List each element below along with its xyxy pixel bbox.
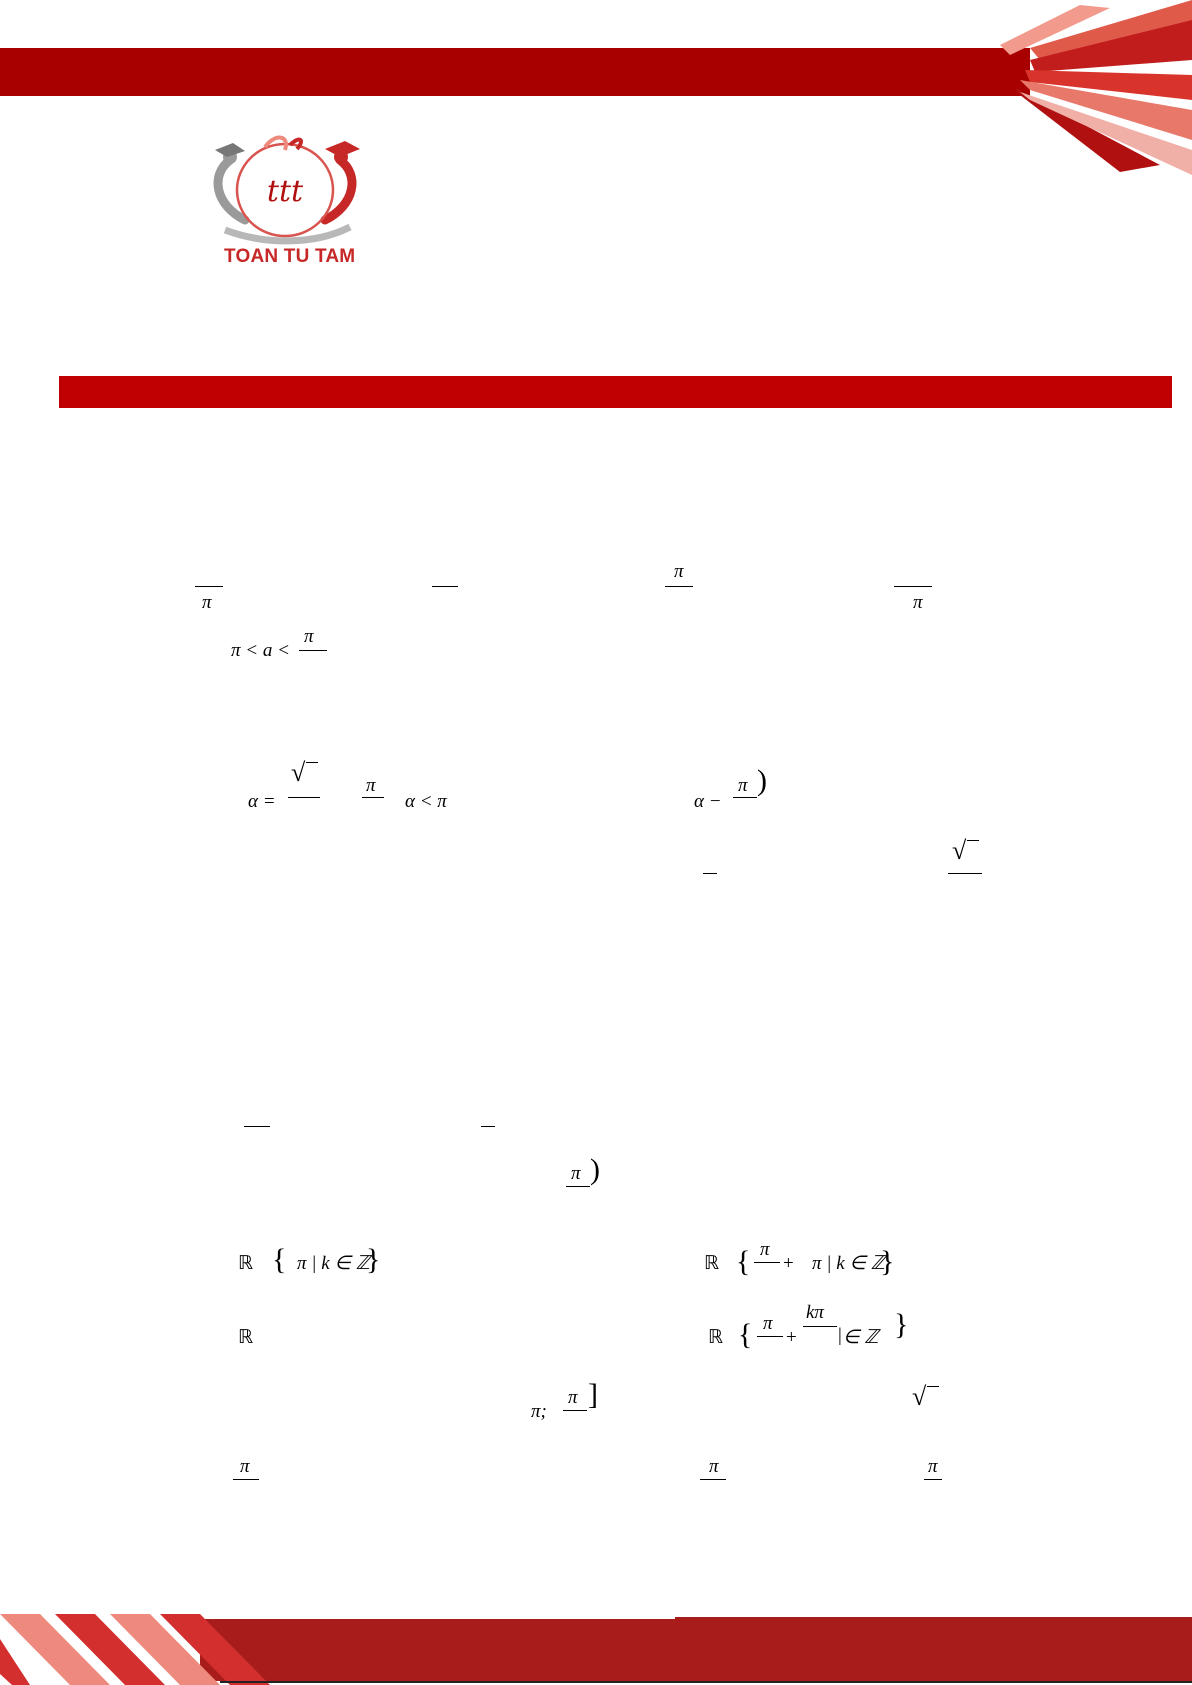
right-paren-b: ): [590, 1153, 600, 1186]
frac-line-t: [924, 1479, 942, 1480]
reals-a: ℝ: [238, 1253, 254, 1274]
pi-numerator-t: π: [928, 1456, 938, 1477]
pi-numerator-h: π: [738, 775, 748, 796]
reals-b: ℝ: [704, 1253, 720, 1274]
frac-line-a: [195, 586, 223, 587]
sqrt-bar-c: [927, 1386, 939, 1387]
frac-line-i: [703, 873, 717, 874]
sqrt-bar-b: [967, 840, 979, 841]
in-integers: ∈ ℤ: [843, 1327, 879, 1348]
sqrt-symbol-c: √: [912, 1382, 927, 1411]
frac-line-l: [481, 1126, 495, 1127]
reals-c: ℝ: [238, 1327, 254, 1348]
right-paren-a: ): [757, 764, 767, 797]
set-k-pi-b: π | k ∈ ℤ: [812, 1253, 885, 1274]
alpha-minus: α −: [694, 791, 722, 812]
bar-a: |: [838, 1325, 842, 1346]
pi-numerator-r: π: [240, 1456, 250, 1477]
frac-line-q: [563, 1410, 587, 1411]
right-brace-a: }: [366, 1243, 381, 1276]
logo-text: TOAN TU TAM: [224, 246, 356, 267]
pi-semicolon: π;: [531, 1401, 547, 1422]
pi-numerator-e: π: [304, 626, 314, 647]
pi-denominator-a: π: [202, 592, 212, 613]
frac-line-n: [754, 1262, 780, 1263]
k-pi-numerator: kπ: [806, 1302, 824, 1323]
pi-numerator-n: π: [760, 1239, 770, 1260]
frac-line-m: [566, 1186, 590, 1187]
left-brace-a: {: [272, 1243, 287, 1276]
pi-numerator-s: π: [709, 1456, 719, 1477]
frac-line-k: [244, 1126, 270, 1127]
frac-line-d: [894, 586, 932, 587]
logo-monogram: ttt: [266, 174, 304, 209]
frac-line-p: [803, 1326, 837, 1327]
plus-a: +: [783, 1253, 794, 1274]
plus-b: +: [786, 1327, 797, 1348]
footer-band: [0, 1614, 1192, 1685]
right-bracket: ]: [588, 1378, 598, 1411]
left-brace-b: {: [736, 1245, 751, 1278]
frac-line-o: [757, 1336, 783, 1337]
set-k-pi-a: π | k ∈ ℤ: [297, 1253, 370, 1274]
pi-numerator-q: π: [568, 1387, 578, 1408]
section-title-bar: [59, 376, 1172, 408]
pi-numerator-o: π: [763, 1313, 773, 1334]
pi-denominator-d: π: [913, 592, 923, 613]
alpha-equals: α =: [248, 791, 276, 812]
reals-d: ℝ: [708, 1327, 724, 1348]
frac-line-e: [299, 650, 327, 651]
frac-line-r: [233, 1479, 259, 1480]
frac-line-b: [432, 586, 458, 587]
header-band: [0, 48, 1030, 96]
frac-line-j: [948, 873, 982, 874]
pi-numerator-c: π: [674, 561, 684, 582]
alpha-less-than-pi: α < π: [405, 791, 447, 812]
sqrt-bar-a: [306, 762, 318, 763]
sqrt-symbol-b: √: [952, 836, 967, 865]
inequality-pi-a: π < a <: [231, 640, 290, 661]
toan-tu-tam-logo: [205, 135, 365, 245]
frac-line-f: [288, 797, 320, 798]
left-brace-c: {: [738, 1318, 753, 1351]
frac-line-s: [700, 1479, 726, 1480]
frac-line-g: [362, 797, 384, 798]
pi-numerator-m: π: [571, 1163, 581, 1184]
frac-line-c: [665, 586, 693, 587]
frac-line-h: [733, 797, 757, 798]
sqrt-symbol-a: √: [291, 758, 306, 787]
pi-numerator-g: π: [366, 775, 376, 796]
right-brace-c: }: [894, 1308, 909, 1341]
right-brace-b: }: [880, 1245, 895, 1278]
